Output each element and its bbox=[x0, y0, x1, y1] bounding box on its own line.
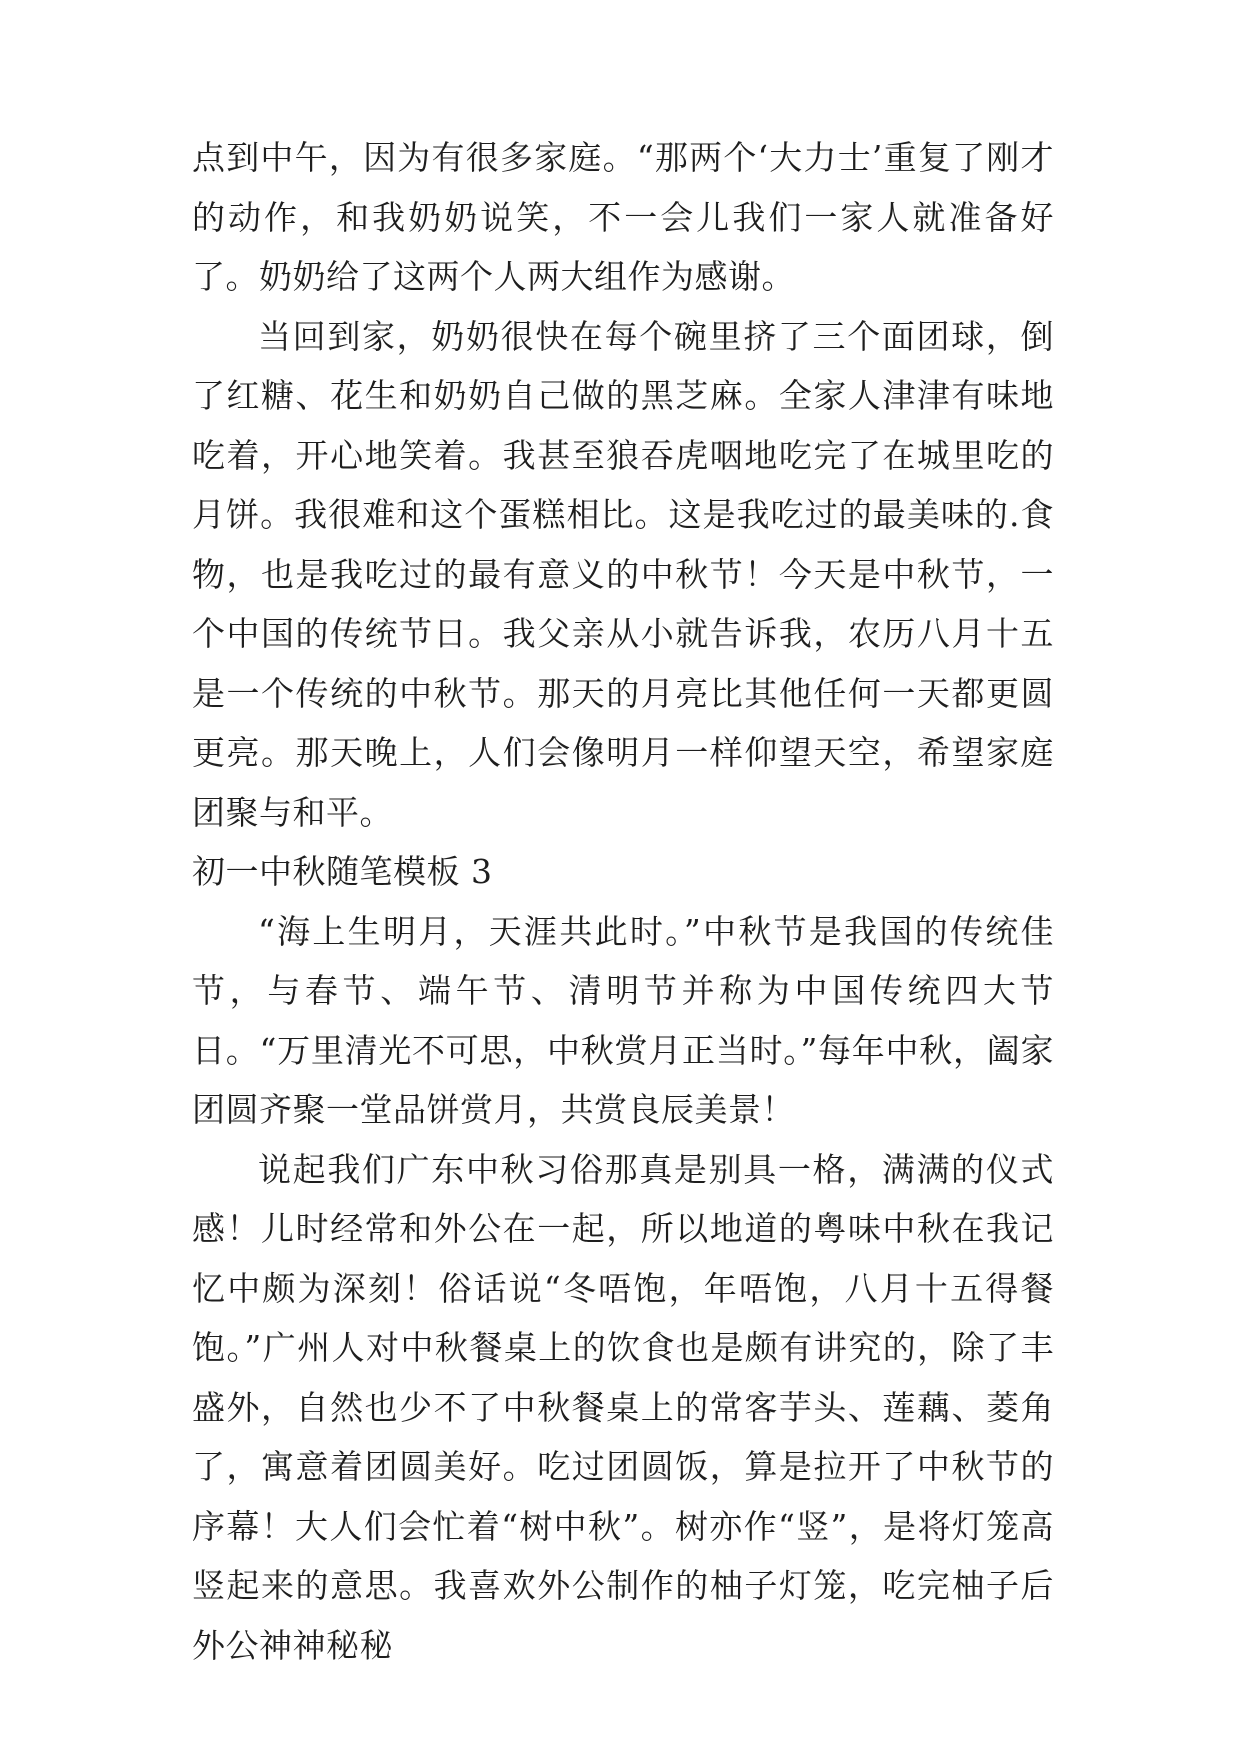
paragraph-poem-intro: “海上生明月，天涯共此时。”中秋节是我国的传统佳节，与春节、端午节、清明节并称为中国传统四大节日。“万里清光不可思，中秋赏月正当时。”每年中秋，阖家团圆齐聚一堂品饼赏月，共赏良辰美景！ bbox=[192, 911, 1054, 1129]
paragraph-guangdong-customs: 说起我们广东中秋习俗那真是别具一格，满满的仪式感！儿时经常和外公在一起，所以地道的粤味中秋在我记忆中颇为深刻！俗话说“冬唔饱，年唔饱，八月十五得餐饱。”广州人对中秋餐桌上的饮食也是颇有讲究的，除了丰盛外，自然也少不了中秋餐桌上的常客芋头、莲藕、菱角了，寓意着团圆美好。吃过团圆饭，算是拉开了中秋节的序幕！大人们会忙着“树中秋”。树亦作“竖”，是将灯笼高竖起来的意思。我喜欢外公制作的柚子灯笼，吃完柚子后外公神神秘秘 bbox=[192, 1149, 1054, 1665]
paragraph-homecoming: 当回到家，奶奶很快在每个碗里挤了三个面团球，倒了红糖、花生和奶奶自己做的黑芝麻。全家人津津有味地吃着，开心地笑着。我甚至狼吞虎咽地吃完了在城里吃的月饼。我很难和这个蛋糕相比。这是我吃过的最美味的.食物，也是我吃过的最有意义的中秋节！今天是中秋节，一个中国的传统节日。我父亲从小就告诉我，农历八月十五是一个传统的中秋节。那天的月亮比其他任何一天都更圆更亮。那天晚上，人们会像明月一样仰望天空，希望家庭团聚与和平。 bbox=[192, 316, 1054, 832]
document-page bbox=[192, 128, 1054, 1675]
paragraph-continuation: 点到中午，因为有很多家庭。“那两个‘大力士’重复了刚才的动作，和我奶奶说笑，不一会儿我们一家人就准备好了。奶奶给了这两个人两大组作为感谢。 bbox=[192, 138, 1054, 296]
section-heading: 初一中秋随笔模板 3 bbox=[192, 852, 493, 891]
